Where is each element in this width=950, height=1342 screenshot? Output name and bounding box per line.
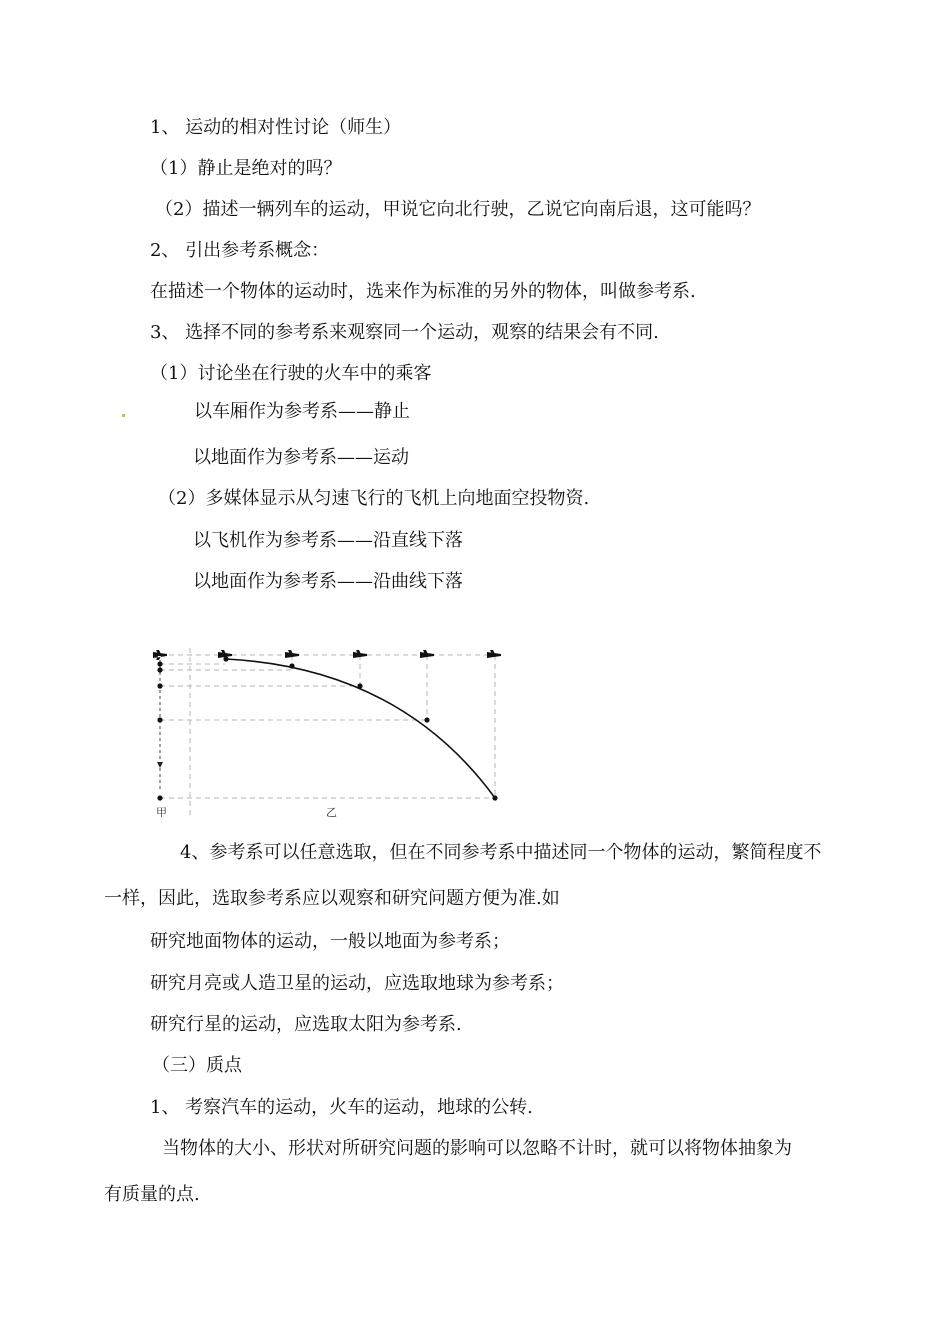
point-4-continued: 一样，因此，选取参考系应以观察和研究问题方便为准.如 — [104, 888, 560, 909]
case-2-plane: 以飞机作为参考系——沿直线下落 — [193, 530, 463, 551]
cargo-point — [357, 683, 362, 688]
cargo-point — [157, 717, 162, 722]
cargo-point — [157, 795, 162, 800]
heading-relativity-discussion: 1、 运动的相对性讨论（师生） — [150, 117, 402, 138]
section-particle-heading: （三）质点 — [152, 1055, 242, 1076]
heading-reference-frame: 2、 引出参考系概念： — [150, 240, 330, 261]
question-2: （2）描述一辆列车的运动，甲说它向北行驶，乙说它向南后退，这可能吗？ — [155, 199, 761, 220]
example-ground: 研究地面物体的运动，一般以地面为参考系； — [150, 931, 510, 952]
cargo-point — [157, 667, 162, 672]
cargo-point — [157, 683, 162, 688]
airplane-icon — [487, 650, 501, 658]
particle-point-1: 1、 考察汽车的运动，火车的运动，地球的公转. — [150, 1097, 533, 1118]
definition-reference-frame: 在描述一个物体的运动时，选来作为标准的另外的物体，叫做参考系. — [150, 281, 696, 302]
case-2-title: （2）多媒体显示从匀速飞行的飞机上向地面空投物资. — [158, 488, 590, 509]
heading-different-frames: 3、 选择不同的参考系来观察同一个运动，观察的结果会有不同. — [150, 322, 659, 343]
particle-definition: 当物体的大小、形状对所研究问题的影响可以忽略不计时，就可以将物体抽象为 — [162, 1138, 792, 1159]
cargo-point — [289, 663, 294, 668]
airdrop-trajectory-diagram — [150, 640, 510, 825]
airplane-icon — [285, 650, 299, 658]
cargo-point — [223, 656, 228, 661]
case-1-carriage: 以车厢作为参考系——静止 — [194, 401, 410, 422]
airplane-icon — [353, 650, 367, 658]
cargo-point — [492, 795, 497, 800]
airplane-icon — [420, 650, 434, 658]
airplane-icon — [153, 650, 167, 660]
case-2-ground: 以地面作为参考系——沿曲线下落 — [193, 571, 463, 592]
particle-definition-continued: 有质量的点. — [104, 1184, 200, 1205]
case-1-title: （1）讨论坐在行驶的火车中的乘客 — [150, 363, 432, 384]
ground-frame-curve-path — [226, 659, 495, 798]
example-earth: 研究月亮或人造卫星的运动，应选取地球为参考系； — [150, 973, 564, 994]
label-yi: 乙 — [326, 806, 337, 819]
case-1-ground: 以地面作为参考系——运动 — [193, 447, 409, 468]
speck-mark — [122, 414, 125, 417]
arrow-down-icon — [157, 762, 163, 768]
cargo-point — [157, 661, 162, 666]
cargo-point — [424, 717, 429, 722]
question-1: （1）静止是绝对的吗？ — [150, 158, 342, 179]
example-sun: 研究行星的运动，应选取太阳为参考系. — [150, 1014, 462, 1035]
point-4-text: 4、参考系可以任意选取，但在不同参考系中描述同一个物体的运动，繁简程度不 — [180, 842, 822, 863]
label-jia: 甲 — [156, 806, 167, 819]
